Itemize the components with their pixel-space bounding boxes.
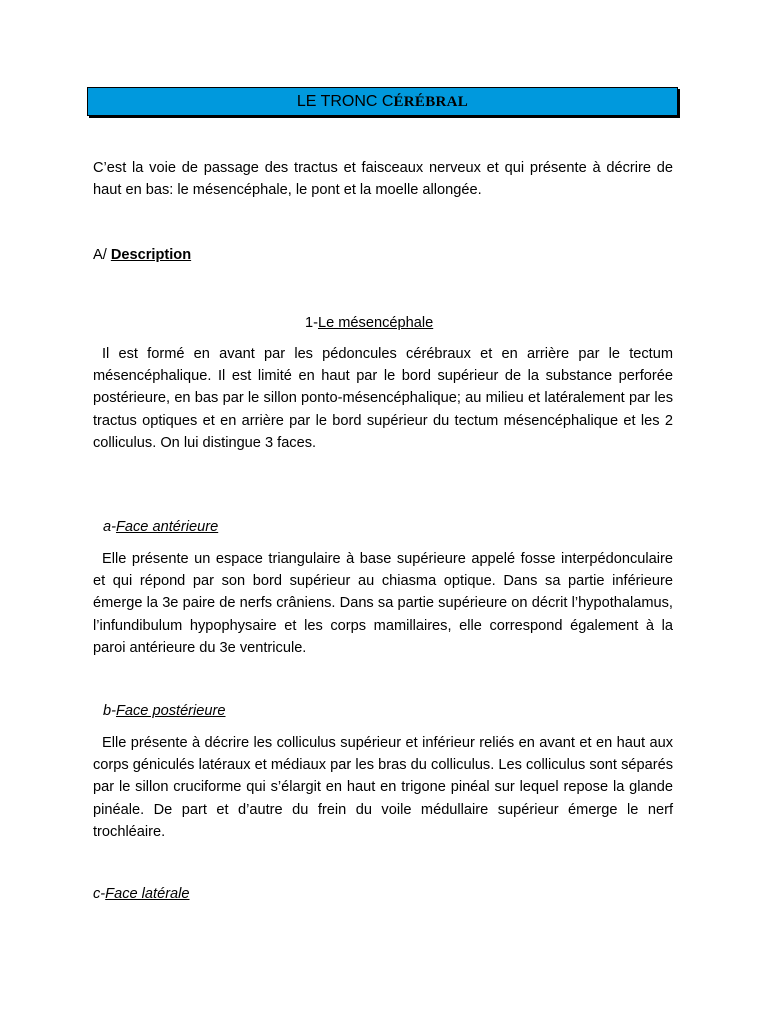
face-c-prefix: c- (93, 886, 106, 902)
subsection-1-label: Le mésencéphale (317, 315, 434, 331)
face-laterale-heading (93, 884, 190, 904)
subsection-1-heading (305, 313, 433, 333)
face-posterieure-paragraph: Elle présente à décrire les colliculus supérieur et inférieur reliés en avant et en haut aux corps géniculés latéraux et médiaux par les bras du colliculus. Les colliculus sont séparés par le sillon cruciforme qui s’élargit en haut en trigone pinéal sur lequel repose la glande pinéale. De part et d’autre du frein du voile médullaire supérieur émerge le nerf trochléaire. (93, 735, 673, 840)
face-anterieure-paragraph: Elle présente un espace triangulaire à base supérieure appelé fosse interpédonculaire et qui répond par son bord supérieur au chiasma optique. Dans sa partie inférieure émerge la 3e paire de nerfs crâniens. Dans sa partie supérieure on décrit l’hypothalamus, l’infundibulum hypophysaire et les corps mamillaires, elle correspond également à la paroi antérieure du 3e ventricule. (93, 551, 673, 656)
intro-paragraph: C’est la voie de passage des tractus et faisceaux nerveux et qui présente à décrire de haut en bas: le mésencéphale, le pont et la moelle allongée. (93, 160, 673, 199)
title-banner (87, 87, 678, 116)
face-b-label: Face postérieure (115, 703, 226, 719)
face-posterieure-heading (103, 701, 226, 721)
mesencephale-paragraph: Il est formé en avant par les pédoncules cérébraux et en arrière par le tectum mésencéphalique. Il est limité en haut par le bord supérieur de la substance perforée postérieure, en bas par le sillon ponto-mésencéphalique; au milieu et latéralement par les tractus optiques et en arrière par le bord supérieur du tectum mésencéphalique et les 2 colliculus. On lui distingue 3 faces. (93, 346, 673, 451)
section-a-label: Description (110, 247, 192, 263)
title-tail-text: ÉRÉBRAL (393, 94, 469, 110)
section-a-prefix: A/ (93, 247, 111, 263)
face-b-prefix: b- (103, 703, 116, 719)
face-a-prefix: a- (103, 519, 116, 535)
face-c-label: Face latérale (105, 886, 190, 902)
face-anterieure-heading (103, 517, 218, 537)
subsection-1-prefix: 1- (305, 315, 318, 331)
title-main-text: LE TRONC C (296, 93, 394, 110)
section-a-heading (93, 245, 191, 265)
face-a-label: Face antérieure (115, 519, 219, 535)
